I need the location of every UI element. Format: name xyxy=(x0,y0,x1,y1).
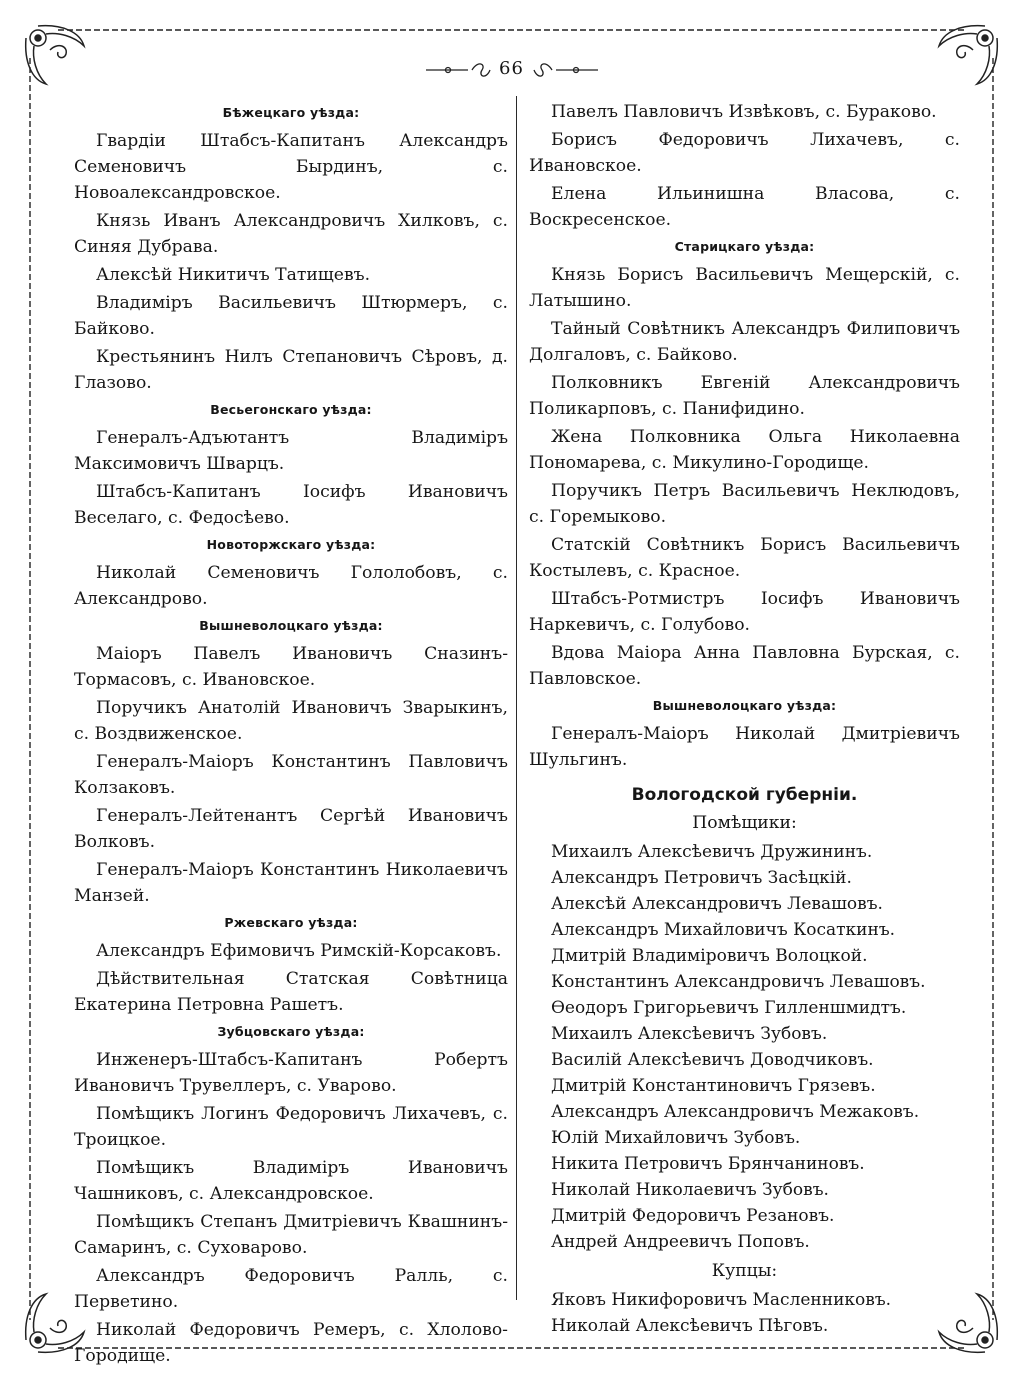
list-item: Яковъ Никифоровичъ Масленниковъ. xyxy=(551,1290,892,1310)
entry: Помѣщикъ Владиміръ Ивановичъ Чашниковъ, с. Александровское. xyxy=(74,1158,508,1204)
corner-ornament-top-left xyxy=(22,22,92,92)
section-heading: Весьегонскаго уѣзда: xyxy=(210,402,372,417)
entry: Помѣщикъ Степанъ Дмитріевичъ Квашнинъ-Самаринъ, с. Суховарово. xyxy=(74,1212,508,1258)
right-column xyxy=(529,99,960,1339)
list-item: Николай Николаевичъ Зубовъ. xyxy=(551,1180,829,1200)
entry: Владиміръ Васильевичъ Штюрмеръ, с. Байково. xyxy=(74,293,508,339)
list-item: Константинъ Александровичъ Левашовъ. xyxy=(551,972,926,992)
column-divider xyxy=(516,96,517,1300)
list-item: Михаилъ Алексѣевичъ Дружининъ. xyxy=(551,842,873,862)
entry: Помѣщикъ Логинъ Федоровичъ Лихачевъ, с. Троицкое. xyxy=(74,1104,508,1150)
merchants-label: Купцы: xyxy=(711,1261,778,1281)
list-item: Юлій Михайловичъ Зубовъ. xyxy=(551,1128,801,1148)
entry: Поручикъ Петръ Васильевичъ Неклюдовъ, с. Горемыково. xyxy=(529,481,960,527)
entry: Генералъ-Маіоръ Константинъ Павловичъ Колзаковъ. xyxy=(74,752,508,798)
entry: Генералъ-Маіоръ Константинъ Николаевичъ Манзей. xyxy=(74,860,508,906)
section-heading: Новоторжскаго уѣзда: xyxy=(206,537,376,552)
corner-ornament-top-right xyxy=(931,22,1001,92)
left-column xyxy=(74,99,508,1371)
entry: Генералъ-Маіоръ Николай Дмитріевичъ Шульгинъ. xyxy=(529,724,960,770)
section-heading: Зубцовскаго уѣзда: xyxy=(217,1024,365,1039)
entry: Полковникъ Евгеній Александровичъ Поликарповъ, с. Панифидино. xyxy=(529,373,960,419)
entry: Тайный Совѣтникъ Александръ Филиповичъ Долгаловъ, с. Байково. xyxy=(529,319,960,365)
list-item: Михаилъ Алексѣевичъ Зубовъ. xyxy=(551,1024,828,1044)
list-item: Ѳеодоръ Григорьевичъ Гилленшмидтъ. xyxy=(551,998,907,1018)
entry: Статскій Совѣтникъ Борисъ Васильевичъ Костылевъ, с. Красное. xyxy=(529,535,960,581)
entry: Князь Иванъ Александровичъ Хилковъ, с. Синяя Дубрава. xyxy=(74,211,508,257)
entry: Генералъ-Адъютантъ Владиміръ Максимовичъ Шварцъ. xyxy=(74,428,508,474)
entry: Николай Семеновичъ Гололобовъ, с. Александрово. xyxy=(74,563,508,609)
entry: Павелъ Павловичъ Извѣковъ, с. Бураково. xyxy=(551,102,937,122)
entry: Поручикъ Анатолій Ивановичъ Зварыкинъ, с. Воздвиженское. xyxy=(74,698,508,744)
list-item: Никита Петровичъ Брянчаниновъ. xyxy=(551,1154,865,1174)
entry: Дѣйствительная Статская Совѣтница Екатерина Петровна Рашетъ. xyxy=(74,969,508,1015)
list-item: Дмитрій Федоровичъ Резановъ. xyxy=(551,1206,835,1226)
entry: Елена Ильинишна Власова, с. Воскресенское. xyxy=(529,184,960,230)
list-item: Александръ Петровичъ Засѣцкій. xyxy=(551,868,852,888)
entry: Крестьянинъ Нилъ Степановичъ Сѣровъ, д. Глазово. xyxy=(74,347,508,393)
list-item: Дмитрій Владиміровичъ Волоцкой. xyxy=(551,946,868,966)
entry: Штабсъ-Ротмистръ Іосифъ Ивановичъ Наркевичъ, с. Голубово. xyxy=(529,589,960,635)
entry: Жена Полковника Ольга Николаевна Пономарева, с. Микулино-Городище. xyxy=(529,427,960,473)
entry: Штабсъ-Капитанъ Іосифъ Ивановичъ Веселаго, с. Федосѣево. xyxy=(74,482,508,528)
section-heading: Вышневолоцкаго уѣзда: xyxy=(199,618,383,633)
province-title: Вологодской губерніи. xyxy=(631,785,858,805)
entry: Генералъ-Лейтенантъ Сергѣй Ивановичъ Волковъ. xyxy=(74,806,508,852)
list-item: Александръ Александровичъ Межаковъ. xyxy=(551,1102,920,1122)
section-heading: Ржевскаго уѣзда: xyxy=(224,915,358,930)
section-heading: Старицкаго уѣзда: xyxy=(674,239,815,254)
entry: Маіоръ Павелъ Ивановичъ Сназинъ-Тормасовъ, с. Ивановское. xyxy=(74,644,508,690)
list-item: Василій Алексѣевичъ Доводчиковъ. xyxy=(551,1050,874,1070)
section-heading: Бѣжецкаго уѣзда: xyxy=(222,105,360,120)
list-item: Андрей Андреевичъ Поповъ. xyxy=(551,1232,810,1252)
list-item: Николай Алексѣевичъ Пѣговъ. xyxy=(551,1316,829,1336)
list-item: Алексѣй Александровичъ Левашовъ. xyxy=(551,894,883,914)
landowners-label: Помѣщики: xyxy=(692,813,797,833)
entry: Александръ Ефимовичъ Римскій-Корсаковъ. xyxy=(96,941,502,961)
entry: Алексѣй Никитичъ Татищевъ. xyxy=(96,265,371,285)
entry: Борисъ Федоровичъ Лихачевъ, с. Ивановское. xyxy=(529,130,960,176)
page-number: 66 xyxy=(499,58,524,79)
list-item: Дмитрій Константиновичъ Грязевъ. xyxy=(551,1076,876,1096)
entry: Николай Федоровичъ Ремеръ, с. Хлолово-Городище. xyxy=(74,1320,508,1366)
entry: Вдова Маіора Анна Павловна Бурская, с. Павловское. xyxy=(529,643,960,689)
entry: Инженеръ-Штабсъ-Капитанъ Робертъ Ивановичъ Трувеллеръ, с. Уварово. xyxy=(74,1050,508,1096)
entry: Александръ Федоровичъ Ралль, с. Перветино. xyxy=(74,1266,508,1312)
entry: Гвардіи Штабсъ-Капитанъ Александръ Семеновичъ Бырдинъ, с. Новоалександровское. xyxy=(74,131,508,203)
section-heading: Вышневолоцкаго уѣзда: xyxy=(652,698,837,713)
list-item: Александръ Михайловичъ Косаткинъ. xyxy=(551,920,896,940)
entry: Князь Борисъ Васильевичъ Мещерскій, с. Латышино. xyxy=(529,265,960,311)
